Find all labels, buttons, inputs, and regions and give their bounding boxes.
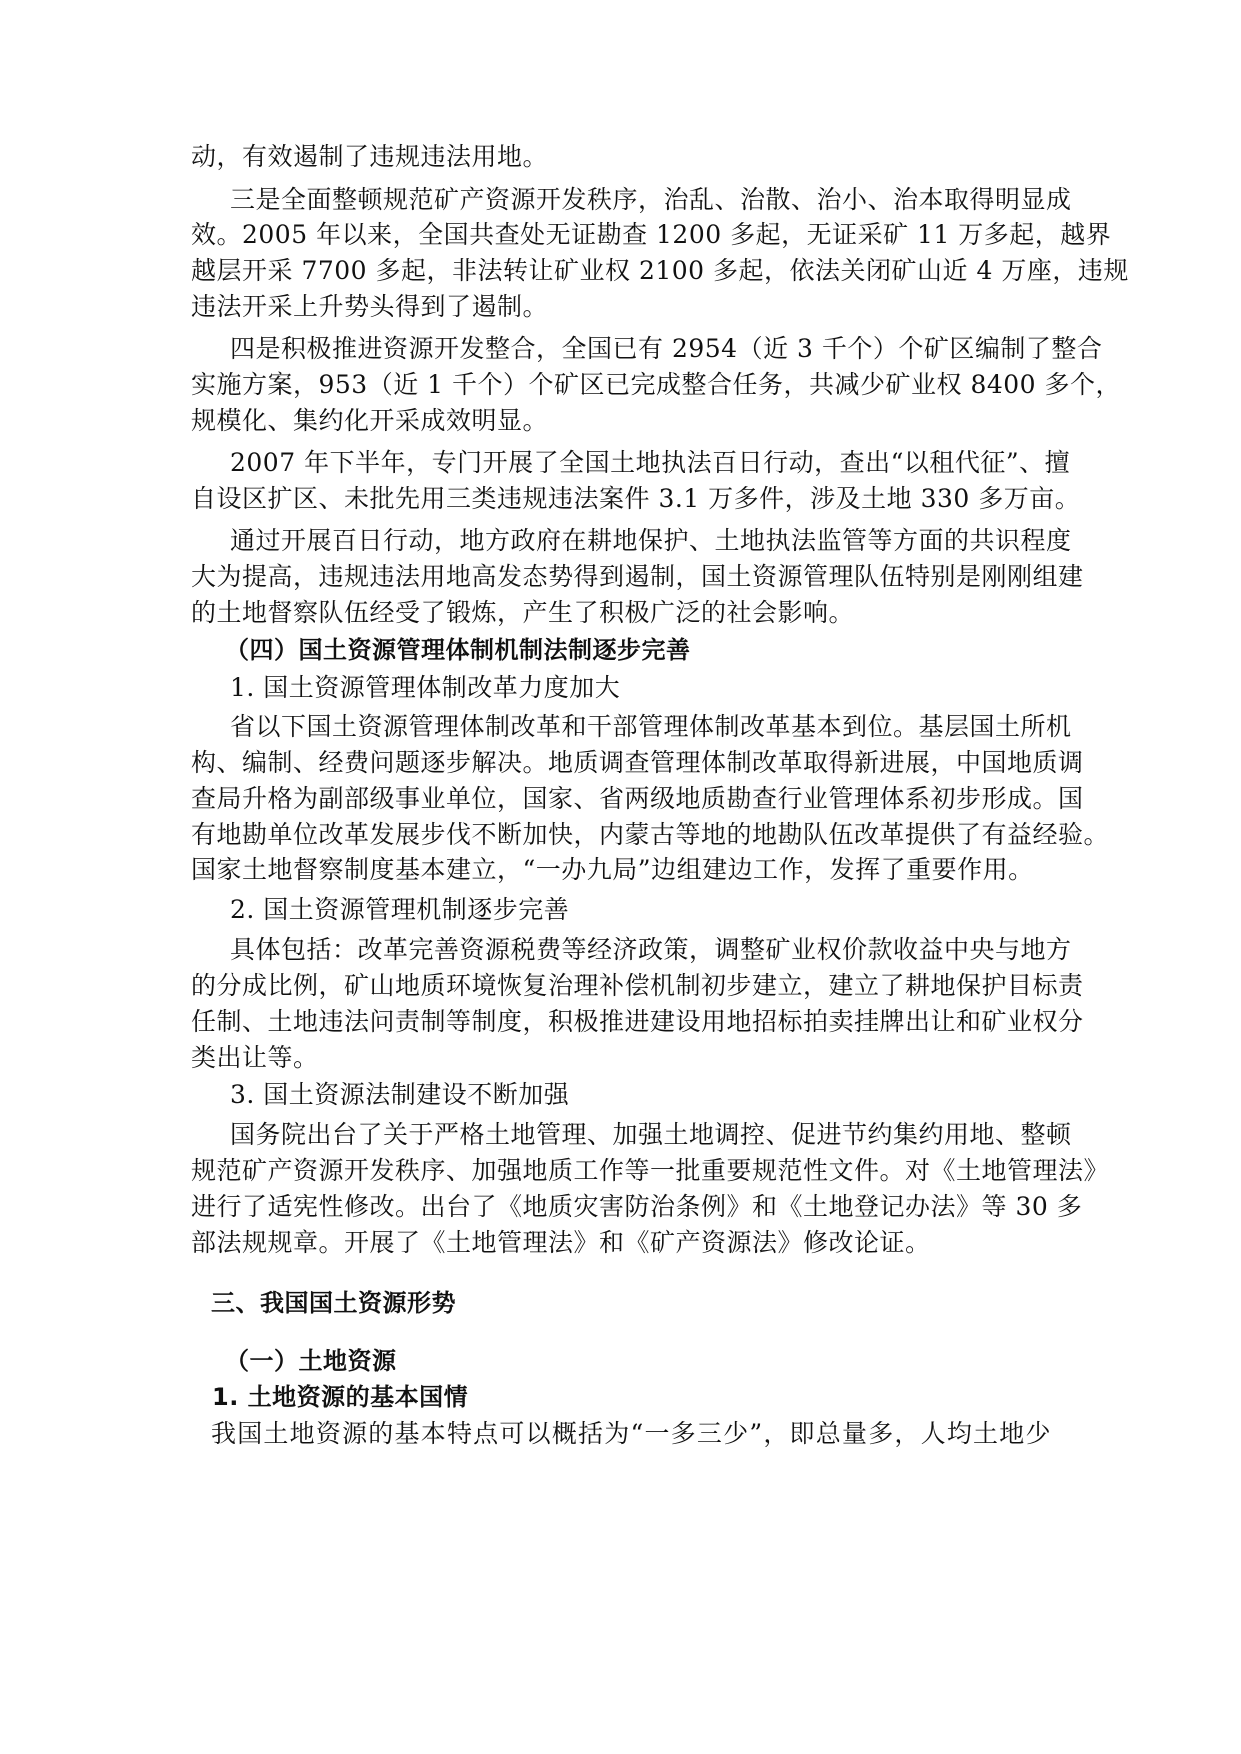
subsection-heading: 1. 国土资源管理体制改革力度加大 (230, 673, 621, 702)
paragraph-line: 规模化、集约化开采成效明显。 (191, 406, 549, 435)
paragraph-line: 部法规规章。开展了《土地管理法》和《矿产资源法》修改论证。 (191, 1228, 931, 1257)
paragraph-line: 国务院出台了关于严格土地管理、加强土地调控、促进节约集约用地、整顿 (230, 1120, 1072, 1149)
paragraph-line: 省以下国土资源管理体制改革和干部管理体制改革基本到位。基层国土所机 (230, 712, 1072, 741)
paragraph-line: 通过开展百日行动，地方政府在耕地保护、土地执法监管等方面的共识程度 (230, 526, 1072, 555)
paragraph-line: 大为提高，违规违法用地高发态势得到遏制，国土资源管理队伍特别是刚刚组建 (191, 562, 1084, 591)
paragraph-line: 具体包括：改革完善资源税费等经济政策，调整矿业权价款收益中央与地方 (230, 935, 1072, 964)
paragraph-line: 查局升格为副部级事业单位，国家、省两级地质勘查行业管理体系初步形成。国 (191, 784, 1084, 813)
paragraph-line: 有地勘单位改革发展步伐不断加快，内蒙古等地的地勘队伍改革提供了有益经验。 (191, 820, 1110, 849)
paragraph-line: 任制、土地违法问责制等制度，积极推进建设用地招标拍卖挂牌出让和矿业权分 (191, 1007, 1084, 1036)
paragraph-line: 的土地督察队伍经受了锻炼，产生了积极广泛的社会影响。 (191, 598, 855, 627)
paragraph-line: 规范矿产资源开发秩序、加强地质工作等一批重要规范性文件。对《土地管理法》 (191, 1156, 1110, 1185)
subsection-heading: 2. 国土资源管理机制逐步完善 (230, 895, 570, 924)
paragraph-line: 2007 年下半年，专门开展了全国土地执法百日行动，查出“以租代征”、擅 (230, 448, 1071, 477)
paragraph-line: 动，有效遏制了违规违法用地。 (191, 142, 549, 171)
paragraph-line: 违法开采上升势头得到了遏制。 (191, 292, 549, 321)
paragraph-line: 构、编制、经费问题逐步解决。地质调查管理体制改革取得新进展，中国地质调 (191, 748, 1084, 777)
paragraph-line: 自设区扩区、未批先用三类违规违法案件 3.1 万多件，涉及土地 330 多万亩。 (191, 484, 1081, 513)
paragraph-line: 我国土地资源的基本特点可以概括为“一多三少”，即总量多，人均土地少 (211, 1419, 1051, 1448)
paragraph-line: 效。2005 年以来，全国共查处无证勘查 1200 多起，无证采矿 11 万多起，越界 (191, 220, 1112, 249)
paragraph-line: 越层开采 7700 多起，非法转让矿业权 2100 多起，依法关闭矿山近 4 万座，违规 (191, 256, 1129, 285)
paragraph-line: 的分成比例，矿山地质环境恢复治理补偿机制初步建立，建立了耕地保护目标责 (191, 971, 1084, 1000)
subsection-heading: 3. 国土资源法制建设不断加强 (230, 1080, 570, 1109)
subsection-heading: 1. 土地资源的基本国情 (212, 1383, 469, 1411)
chapter-heading: 三、我国国土资源形势 (211, 1289, 456, 1317)
paragraph-line: 三是全面整顿规范矿产资源开发秩序，治乱、治散、治小、治本取得明显成 (230, 185, 1072, 214)
paragraph-line: 四是积极推进资源开发整合，全国已有 2954（近 3 千个）个矿区编制了整合 (230, 334, 1103, 363)
paragraph-line: 进行了适宪性修改。出台了《地质灾害防治条例》和《土地登记办法》等 30 多 (191, 1192, 1083, 1221)
section-heading: （一）土地资源 (225, 1347, 397, 1375)
paragraph-line: 实施方案，953（近 1 千个）个矿区已完成整合任务，共减少矿业权 8400 多个， (191, 370, 1122, 399)
paragraph-line: 国家土地督察制度基本建立，“一办九局”边组建边工作，发挥了重要作用。 (191, 855, 1034, 884)
paragraph-line: 类出让等。 (191, 1043, 319, 1072)
section-heading: （四）国土资源管理体制机制法制逐步完善 (225, 636, 691, 664)
